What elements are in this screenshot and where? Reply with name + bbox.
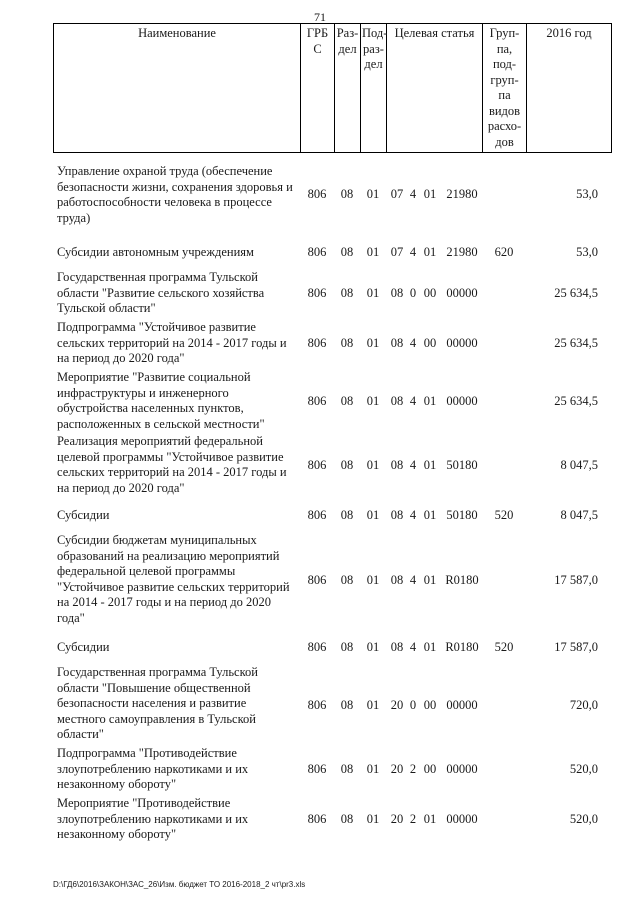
row-target-direction: 00000 <box>446 336 478 350</box>
row-expense-group: 520 <box>494 640 514 654</box>
row-target-program: 08 <box>390 573 404 587</box>
row-target-event: 01 <box>423 245 437 259</box>
row-target-event: 00 <box>423 698 437 712</box>
row-target-event: 00 <box>423 286 437 300</box>
row-target-event: 01 <box>423 573 437 587</box>
row-target-program: 08 <box>390 458 404 472</box>
row-target-event: 01 <box>423 394 437 408</box>
row-target-subprogram: 4 <box>409 458 417 472</box>
header-razdel: Раз- дел <box>335 24 361 153</box>
row-target-subprogram: 2 <box>409 762 417 776</box>
row-podrazdel: 01 <box>366 245 380 259</box>
row-sum: 720,0 <box>569 698 598 712</box>
row-razdel: 08 <box>340 286 354 300</box>
row-target-subprogram: 4 <box>409 245 417 259</box>
row-target-direction: 00000 <box>446 394 478 408</box>
row-target-program: 08 <box>390 640 404 654</box>
row-podrazdel: 01 <box>366 640 380 654</box>
page-number: 71 <box>314 10 326 24</box>
row-expense-group: 620 <box>494 245 514 259</box>
row-grbs: 806 <box>307 640 327 654</box>
row-podrazdel: 01 <box>366 762 380 776</box>
row-target-program: 07 <box>390 187 404 201</box>
row-name: Субсидии <box>57 640 110 654</box>
row-name: Субсидии бюджетам муниципальных образований на реализацию мероприятий федеральной целевой программы "Устойчивое развитие сельских территорий на 2014 - 2017 годы и на период до 2020 года" <box>57 533 290 625</box>
row-razdel: 08 <box>340 573 354 587</box>
header-target: Целевая статья <box>387 24 483 153</box>
row-podrazdel: 01 <box>366 812 380 826</box>
row-sum: 520,0 <box>569 762 598 776</box>
row-target-event: 01 <box>423 187 437 201</box>
row-sum: 8 047,5 <box>560 458 598 472</box>
row-target-subprogram: 0 <box>409 286 417 300</box>
row-target-direction: 21980 <box>446 187 478 201</box>
row-podrazdel: 01 <box>366 508 380 522</box>
row-razdel: 08 <box>340 336 354 350</box>
row-target-program: 20 <box>390 698 404 712</box>
row-podrazdel: 01 <box>366 286 380 300</box>
row-target-program: 20 <box>390 762 404 776</box>
row-name: Управление охраной труда (обеспечение безопасности жизни, сохранения здоровья и работоспособности человека в процессе труда) <box>57 164 293 225</box>
row-podrazdel: 01 <box>366 458 380 472</box>
row-target-direction: 00000 <box>446 286 478 300</box>
row-razdel: 08 <box>340 245 354 259</box>
row-grbs: 806 <box>307 245 327 259</box>
row-target-event: 01 <box>423 640 437 654</box>
row-grbs: 806 <box>307 812 327 826</box>
row-grbs: 806 <box>307 698 327 712</box>
row-razdel: 08 <box>340 762 354 776</box>
row-target-program: 07 <box>390 245 404 259</box>
row-target-subprogram: 4 <box>409 508 417 522</box>
row-razdel: 08 <box>340 394 354 408</box>
row-target-direction: 00000 <box>446 698 478 712</box>
row-podrazdel: 01 <box>366 187 380 201</box>
row-target-event: 00 <box>423 336 437 350</box>
row-grbs: 806 <box>307 336 327 350</box>
row-target-event: 01 <box>423 508 437 522</box>
row-target-direction: R0180 <box>445 573 479 587</box>
row-name: Субсидии <box>57 508 110 522</box>
row-sum: 53,0 <box>576 245 598 259</box>
row-target-subprogram: 0 <box>409 698 417 712</box>
row-grbs: 806 <box>307 508 327 522</box>
row-target-direction: R0180 <box>445 640 479 654</box>
row-target-direction: 00000 <box>446 762 478 776</box>
row-name: Мероприятие "Развитие социальной инфраструктуры и инженерного обустройства населенных пунктов, расположенных в сельской местности" <box>57 370 265 431</box>
header-grbs: ГРБ С <box>301 24 335 153</box>
row-sum: 17 587,0 <box>554 573 598 587</box>
row-target-program: 08 <box>390 286 404 300</box>
row-target-program: 08 <box>390 336 404 350</box>
row-sum: 17 587,0 <box>554 640 598 654</box>
row-target-direction: 50180 <box>446 458 478 472</box>
row-razdel: 08 <box>340 458 354 472</box>
row-target-subprogram: 4 <box>409 336 417 350</box>
row-grbs: 806 <box>307 286 327 300</box>
row-target-program: 20 <box>390 812 404 826</box>
row-target-direction: 21980 <box>446 245 478 259</box>
row-podrazdel: 01 <box>366 698 380 712</box>
row-razdel: 08 <box>340 698 354 712</box>
row-grbs: 806 <box>307 394 327 408</box>
row-razdel: 08 <box>340 812 354 826</box>
row-podrazdel: 01 <box>366 573 380 587</box>
header-name: Наименование <box>54 24 301 153</box>
row-razdel: 08 <box>340 640 354 654</box>
row-podrazdel: 01 <box>366 394 380 408</box>
row-target-direction: 50180 <box>446 508 478 522</box>
row-sum: 25 634,5 <box>554 286 598 300</box>
row-grbs: 806 <box>307 762 327 776</box>
header-podrazdel: Под- раз- дел <box>361 24 387 153</box>
row-target-direction: 00000 <box>446 812 478 826</box>
table-header <box>53 23 612 153</box>
row-name: Субсидии автономным учреждениям <box>57 245 254 259</box>
row-sum: 520,0 <box>569 812 598 826</box>
row-expense-group: 520 <box>494 508 514 522</box>
row-name: Государственная программа Тульской области "Повышение общественной безопасности населения и развитие местного самоуправления в Тульской области" <box>57 665 258 741</box>
row-target-subprogram: 4 <box>409 187 417 201</box>
row-razdel: 08 <box>340 508 354 522</box>
header-year: 2016 год <box>527 24 612 153</box>
row-grbs: 806 <box>307 187 327 201</box>
row-target-program: 08 <box>390 508 404 522</box>
row-sum: 53,0 <box>576 187 598 201</box>
row-sum: 8 047,5 <box>560 508 598 522</box>
row-name: Реализация мероприятий федеральной целевой программы "Устойчивое развитие сельских территорий на 2014 - 2017 годы и на период до 2020 года" <box>57 434 287 495</box>
row-target-event: 01 <box>423 458 437 472</box>
row-target-event: 01 <box>423 812 437 826</box>
row-sum: 25 634,5 <box>554 394 598 408</box>
header-group: Груп- па, под- груп- па видов расхо- дов <box>483 24 527 153</box>
row-razdel: 08 <box>340 187 354 201</box>
row-name: Государственная программа Тульской области "Развитие сельского хозяйства Тульской области" <box>57 270 265 315</box>
row-target-subprogram: 2 <box>409 812 417 826</box>
row-name: Подпрограмма "Противодействие злоупотреблению наркотиками и их незаконному обороту" <box>57 746 249 791</box>
row-target-subprogram: 4 <box>409 573 417 587</box>
row-target-subprogram: 4 <box>409 394 417 408</box>
row-sum: 25 634,5 <box>554 336 598 350</box>
row-grbs: 806 <box>307 573 327 587</box>
row-target-subprogram: 4 <box>409 640 417 654</box>
row-name: Подпрограмма "Устойчивое развитие сельских территорий на 2014 - 2017 годы и на период до 2020 года" <box>57 320 287 365</box>
row-name: Мероприятие "Противодействие злоупотреблению наркотиками и их незаконному обороту" <box>57 796 249 841</box>
row-target-event: 00 <box>423 762 437 776</box>
row-target-program: 08 <box>390 394 404 408</box>
row-podrazdel: 01 <box>366 336 380 350</box>
row-grbs: 806 <box>307 458 327 472</box>
file-path-footer: D:\ГД6\2016\ЗАКОН\ЗАС_26\Изм. бюджет ТО 2016-2018_2 чт\pr3.xls <box>53 880 306 889</box>
